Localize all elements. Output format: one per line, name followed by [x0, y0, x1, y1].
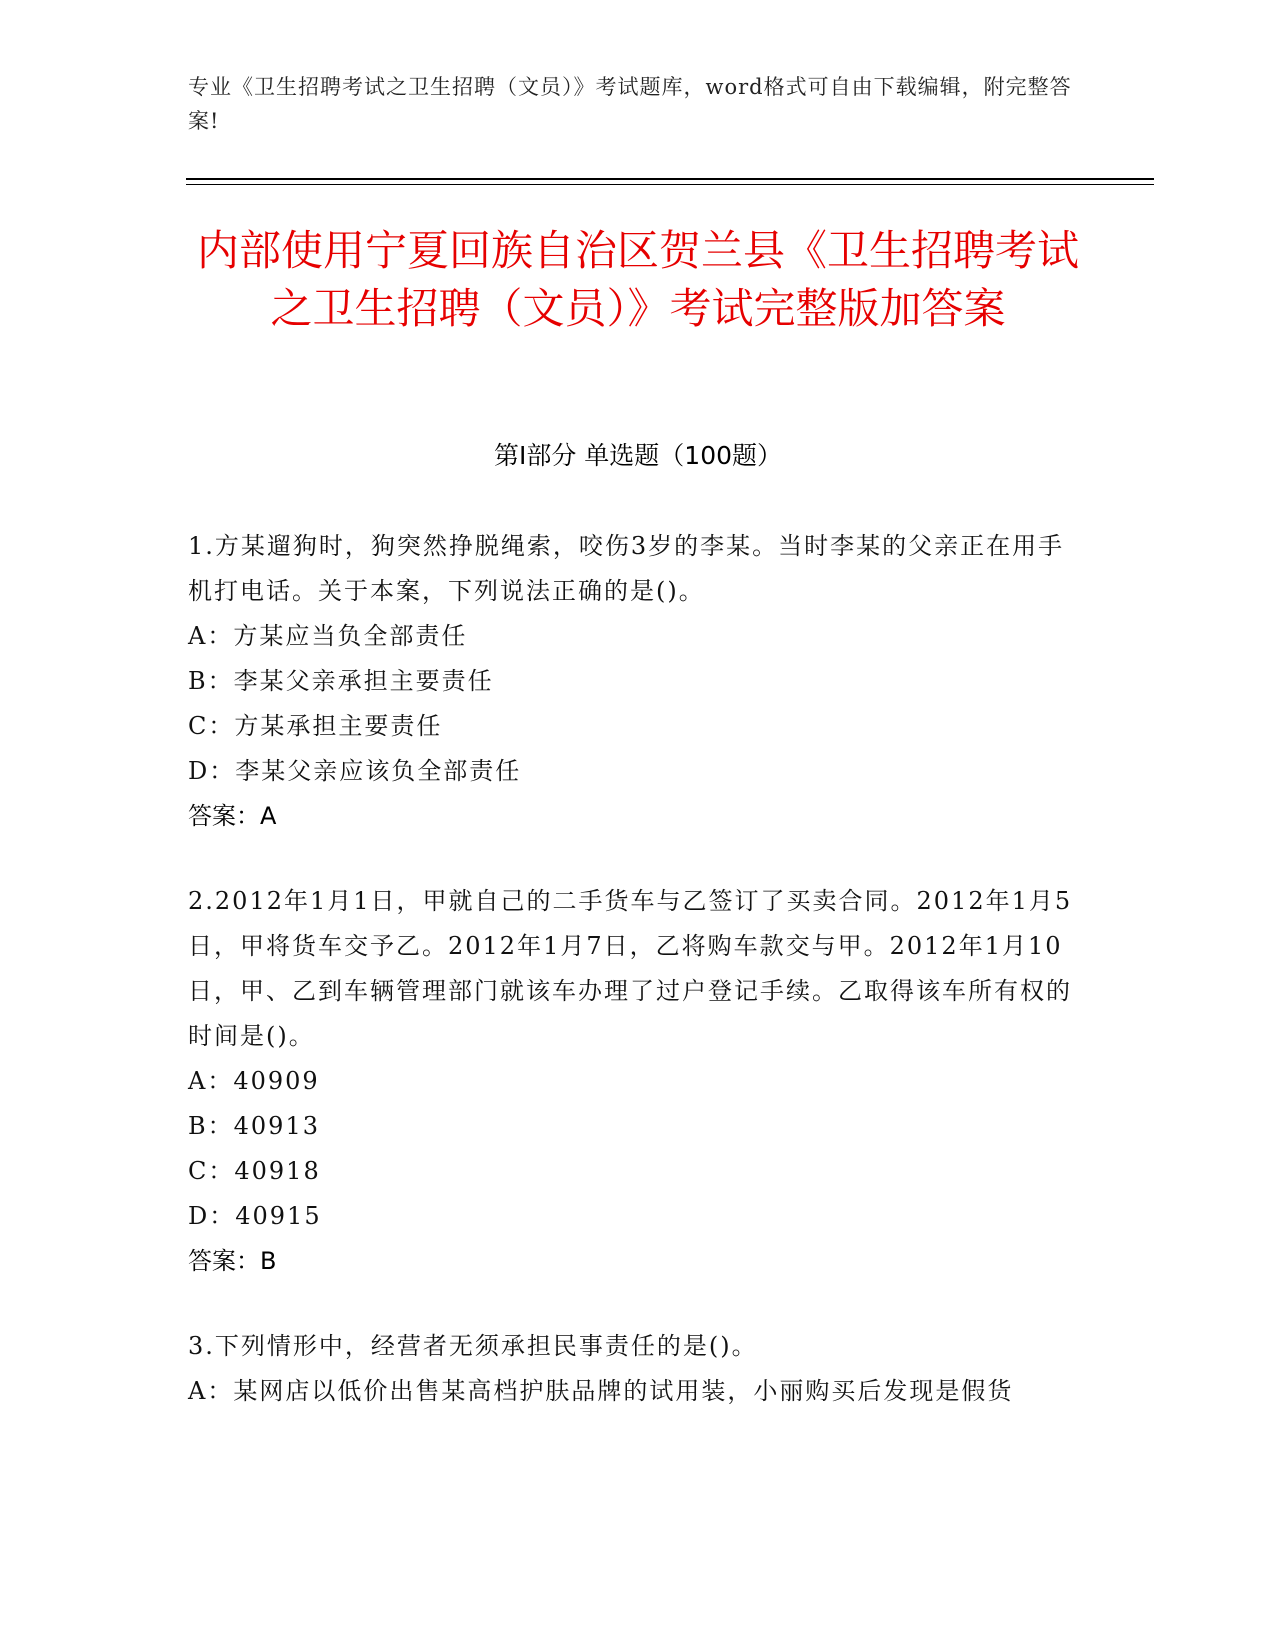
question-text: 3.下列情形中，经营者无须承担民事责任的是()。: [188, 1332, 758, 1360]
option-c: C：方某承担主要责任: [188, 712, 443, 740]
option-d: D：40915: [188, 1202, 322, 1230]
document-title: 内部使用宁夏回族自治区贺兰县《卫生招聘考试之卫生招聘（文员）》考试完整版加答案: [196, 226, 1079, 333]
header-divider-thin: [186, 184, 1154, 185]
header-divider: [186, 178, 1154, 180]
option-a: A：某网店以低价出售某高档护肤品牌的试用装，小丽购买后发现是假货: [188, 1377, 1014, 1405]
question-2: [188, 879, 1088, 1284]
question-1: [188, 524, 1088, 839]
question-list: [188, 524, 1088, 1454]
section-heading: 第I部分 单选题（100题）: [493, 441, 783, 470]
option-d: D：李某父亲应该负全部责任: [188, 757, 522, 785]
answer-line: 答案：A: [188, 802, 277, 830]
question-text: 1.方某遛狗时，狗突然挣脱绳索，咬伤3岁的李某。当时李某的父亲正在用手机打电话。关于本案，下列说法正确的是()。: [188, 532, 1065, 605]
option-c: C：40918: [188, 1157, 321, 1185]
option-a: A：40909: [188, 1067, 320, 1095]
option-a: A：方某应当负全部责任: [188, 622, 468, 650]
answer-line: 答案：B: [188, 1247, 277, 1275]
question-3: [188, 1324, 1088, 1414]
option-b: B：李某父亲承担主要责任: [188, 667, 494, 695]
header-note: 专业《卫生招聘考试之卫生招聘（文员）》考试题库，word格式可自由下载编辑，附完整答案!: [188, 75, 1072, 133]
question-text: 2.2012年1月1日，甲就自己的二手货车与乙签订了买卖合同。2012年1月5日，甲将货车交予乙。2012年1月7日，乙将购车款交与甲。2012年1月10日，甲、乙到车辆管理部门就该车办理了过户登记手续。乙取得该车所有权的时间是()。: [188, 887, 1073, 1050]
option-b: B：40913: [188, 1112, 320, 1140]
